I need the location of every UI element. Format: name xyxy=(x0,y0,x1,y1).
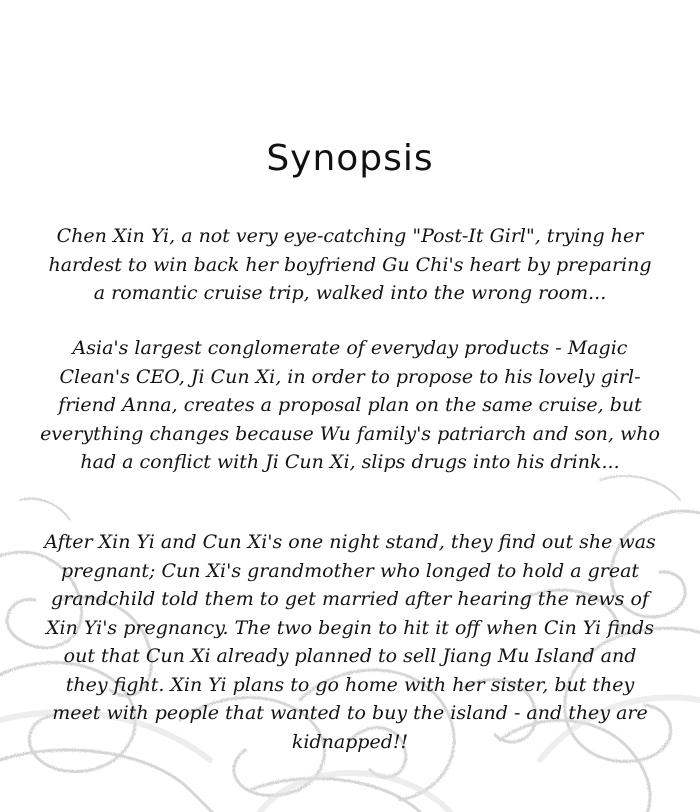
synopsis-paragraph-3: After Xin Yi and Cun Xi's one night stand, they find out she was pregnant; Cun Xi's grandmother who longed to hold a great grandchild told them to get married after hearing the news of Xin Yi's pregnancy. The two begin to hit it off when Cin Yi finds out that Cun Xi already planned to sell Jiang Mu Island and they fight. Xin Yi plans to go home with her sister, but they meet with people that wanted to buy the island - and they are kidnapped!! xyxy=(44,531,656,753)
synopsis-paragraph-2: Asia's largest conglomerate of everyday products - Magic Clean's CEO, Ji Cun Xi, in order to propose to his lovely girl-friend Anna, creates a proposal plan on the same cruise, but everything changes because Wu family's patriarch and son, who had a conflict with Ji Cun Xi, slips drugs into his drink... xyxy=(40,337,660,473)
synopsis-paragraph-1: Chen Xin Yi, a not very eye-catching "Post-It Girl", trying her hardest to win back her boyfriend Gu Chi's heart by preparing a romantic cruise trip, walked into the wrong room... xyxy=(48,225,652,304)
page-title: Synopsis xyxy=(266,138,434,179)
